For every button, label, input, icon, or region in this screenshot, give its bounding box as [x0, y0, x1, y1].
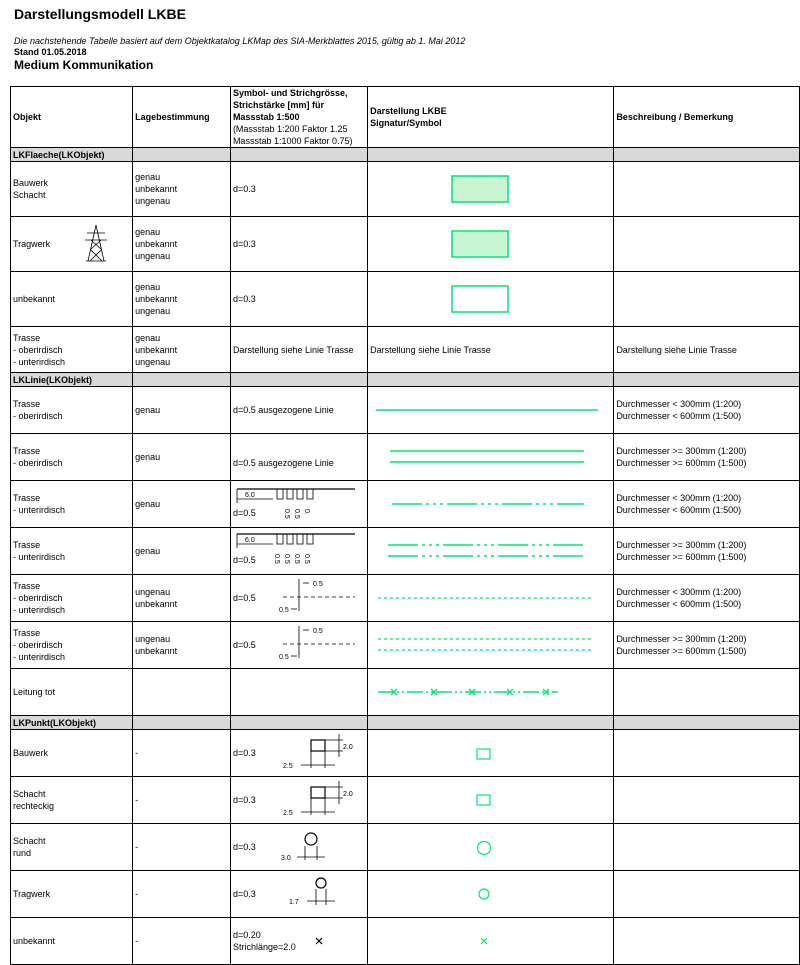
lage-cell: [133, 669, 231, 716]
solid-line-symbol: [368, 387, 612, 433]
table-row: [11, 162, 800, 217]
table-row: [11, 217, 800, 272]
dim-label: 0.5: [292, 509, 300, 519]
pylon-icon: [81, 223, 111, 263]
objekt-cell: Trasse - oberirdisch - unterirdisch: [11, 622, 133, 669]
signature-cell: [368, 575, 614, 622]
dim-label: 2.5: [282, 810, 293, 817]
objekt-cell: Trasse - oberirdisch: [11, 387, 133, 434]
table-row: [11, 272, 800, 327]
double-dotted-line-symbol: [368, 622, 612, 668]
dim-label: 6.0: [244, 537, 255, 544]
dotted-dimension-drawing: [231, 575, 367, 621]
header-objekt: Objekt: [11, 87, 133, 148]
dim-label: 0.5: [278, 607, 289, 614]
signature-cell: [368, 918, 614, 965]
beschreibung-cell: [614, 871, 800, 918]
lage-cell: -: [133, 871, 231, 918]
signature-cell: [368, 217, 614, 272]
signature-cell: [368, 777, 614, 824]
signature-cell: [368, 528, 614, 575]
lage-cell: ungenau unbekannt: [133, 575, 231, 622]
dim-label: 2.0: [342, 744, 353, 751]
table-row: [11, 387, 800, 434]
symbol-cell: d=0.20 Strichlänge=2.0: [230, 918, 367, 965]
lage-cell: genau unbekannt ungenau: [133, 327, 231, 373]
dash-dimension-drawing: [231, 481, 367, 527]
beschreibung-cell: Durchmesser < 300mm (1:200) Durchmesser < 600mm (1:500): [614, 575, 800, 622]
dotted-dimension-drawing: [231, 622, 367, 668]
cross-symbol: [368, 918, 612, 964]
objekt-cell: Schacht rund: [11, 824, 133, 871]
lage-cell: genau unbekannt ungenau: [133, 162, 231, 217]
beschreibung-cell: [614, 918, 800, 965]
beschreibung-cell: [614, 824, 800, 871]
model-table: [10, 86, 800, 965]
beschreibung-cell: [614, 162, 800, 217]
lage-cell: -: [133, 824, 231, 871]
signature-cell: [368, 871, 614, 918]
symbol-cell: [230, 669, 367, 716]
objekt-cell: Tragwerk: [11, 217, 133, 272]
section-flaeche: [11, 148, 800, 162]
dash-dot-line-symbol: [368, 481, 612, 527]
objekt-cell: Trasse - oberirdisch - unterirdisch: [11, 575, 133, 622]
beschreibung-cell: Durchmesser < 300mm (1:200) Durchmesser < 600mm (1:500): [614, 387, 800, 434]
beschreibung-cell: [614, 217, 800, 272]
double-dash-dot-line-symbol: [368, 528, 612, 574]
lage-cell: -: [133, 918, 231, 965]
signature-cell: [368, 162, 614, 217]
signature-cell: [368, 434, 614, 481]
symbol-cell: d=0.5 6.0 0.5 0.5 0.5 0.5: [230, 528, 367, 575]
objekt-cell: Trasse - oberirdisch - unterirdisch: [11, 327, 133, 373]
dim-label: 0.5: [292, 554, 300, 564]
symbol-cell: d=0.5 6.0 0.5 0.5 0.: [230, 481, 367, 528]
beschreibung-cell: Darstellung siehe Linie Trasse: [614, 327, 800, 373]
symbol-cell: d=0.3 1.7: [230, 871, 367, 918]
objekt-cell: Bauwerk: [11, 730, 133, 777]
subtitle: Die nachstehende Tabelle basiert auf dem Objektkatalog LKMap des SIA-Merkblattes 2015, gültig ab 1. Mai 2012: [14, 36, 466, 46]
signature-cell: [368, 669, 614, 716]
section-label: LKLinie(LKObjekt): [11, 373, 133, 387]
beschreibung-cell: Durchmesser < 300mm (1:200) Durchmesser < 600mm (1:500): [614, 481, 800, 528]
objekt-cell: Trasse - unterirdisch: [11, 528, 133, 575]
table-row: [11, 481, 800, 528]
table-row: [11, 327, 800, 373]
circle-dimension-drawing: [231, 871, 367, 917]
dim-label: 0.5: [302, 554, 310, 564]
table-row: [11, 575, 800, 622]
table-row: [11, 824, 800, 871]
filled-rect-symbol: [368, 217, 612, 271]
symbol-cell: d=0.5 0.5 0.5: [230, 575, 367, 622]
dim-label: 0.5: [312, 628, 323, 635]
dim-label: 1.7: [288, 899, 299, 906]
section-linie: [11, 373, 800, 387]
objekt-cell: Trasse - oberirdisch: [11, 434, 133, 481]
small-rect-symbol: [368, 777, 612, 823]
dim-label: 0.5: [312, 581, 323, 588]
table-row: [11, 730, 800, 777]
objekt-cell: Bauwerk Schacht: [11, 162, 133, 217]
symbol-cell: d=0.5 ausgezogene Linie: [230, 387, 367, 434]
objekt-cell: Trasse - unterirdisch: [11, 481, 133, 528]
lage-cell: genau: [133, 481, 231, 528]
empty-rect-symbol: [368, 272, 612, 326]
beschreibung-cell: [614, 669, 800, 716]
dim-label: 0.5: [282, 554, 290, 564]
signature-cell: [368, 730, 614, 777]
objekt-cell: unbekannt: [11, 272, 133, 327]
signature-cell: [368, 272, 614, 327]
small-rect-symbol: [368, 730, 612, 776]
table-row: [11, 434, 800, 481]
beschreibung-cell: [614, 272, 800, 327]
symbol-cell: d=0.3: [230, 272, 367, 327]
medium-label: Medium Kommunikation: [14, 58, 154, 72]
objekt-cell: unbekannt: [11, 918, 133, 965]
circle-symbol: [368, 871, 612, 917]
signature-cell: [368, 481, 614, 528]
signature-cell: Darstellung siehe Linie Trasse: [368, 327, 614, 373]
symbol-cell: d=0.3 3.0: [230, 824, 367, 871]
dim-label: 0.: [302, 509, 310, 515]
beschreibung-cell: Durchmesser >= 300mm (1:200) Durchmesser >= 600mm (1:500): [614, 622, 800, 669]
lage-cell: genau: [133, 387, 231, 434]
table-header-row: [11, 87, 800, 148]
table-row: [11, 669, 800, 716]
symbol-cell: d=0.5 0.5 0.5: [230, 622, 367, 669]
symbol-cell: Darstellung siehe Linie Trasse: [230, 327, 367, 373]
header-symbol: Symbol- und Strichgrösse, Strichstärke [mm] für Massstab 1:500 (Massstab 1:200 Faktor 1.25 Massstab 1:1000 Faktor 0.75): [230, 87, 367, 148]
dim-label: 0.5: [272, 554, 280, 564]
circle-symbol: [368, 824, 612, 870]
stand-date: Stand 01.05.2018: [14, 47, 87, 57]
dash-dimension-drawing: [231, 528, 367, 574]
objekt-cell: Leitung tot: [11, 669, 133, 716]
dim-label: 2.0: [342, 791, 353, 798]
dim-label: 3.0: [280, 855, 291, 862]
table-row: [11, 918, 800, 965]
section-punkt: [11, 716, 800, 730]
beschreibung-cell: [614, 730, 800, 777]
symbol-cell: d=0.3: [230, 217, 367, 272]
page-title: Darstellungsmodell LKBE: [14, 6, 186, 22]
signature-cell: [368, 824, 614, 871]
dim-label: 6.0: [244, 492, 255, 499]
section-label: LKFlaeche(LKObjekt): [11, 148, 133, 162]
cross-icon: [313, 935, 325, 947]
signature-cell: [368, 387, 614, 434]
header-beschreibung: Beschreibung / Bemerkung: [614, 87, 800, 148]
dotted-line-symbol: [368, 575, 612, 621]
beschreibung-cell: Durchmesser >= 300mm (1:200) Durchmesser >= 600mm (1:500): [614, 528, 800, 575]
table-row: [11, 622, 800, 669]
rect-dimension-drawing: [231, 730, 367, 776]
dim-label: 2.5: [282, 763, 293, 770]
table-row: [11, 871, 800, 918]
lage-cell: genau unbekannt ungenau: [133, 272, 231, 327]
lage-cell: genau: [133, 528, 231, 575]
dim-label: 0.5: [278, 654, 289, 661]
rect-dimension-drawing: [231, 777, 367, 823]
objekt-cell: Tragwerk: [11, 871, 133, 918]
signature-cell: [368, 622, 614, 669]
symbol-cell: d=0.5 ausgezogene Linie: [230, 434, 367, 481]
table-row: [11, 528, 800, 575]
dead-line-symbol: [368, 669, 612, 715]
double-line-symbol: [368, 434, 612, 480]
beschreibung-cell: [614, 777, 800, 824]
lage-cell: ungenau unbekannt: [133, 622, 231, 669]
dim-label: 0.5: [282, 509, 290, 519]
header-darstellung: Darstellung LKBE Signatur/Symbol: [368, 87, 614, 148]
symbol-cell: d=0.3 2.0 2.5: [230, 777, 367, 824]
table-row: [11, 777, 800, 824]
section-label: LKPunkt(LKObjekt): [11, 716, 133, 730]
lage-cell: -: [133, 777, 231, 824]
objekt-cell: Schacht rechteckig: [11, 777, 133, 824]
lage-cell: genau: [133, 434, 231, 481]
lage-cell: genau unbekannt ungenau: [133, 217, 231, 272]
symbol-cell: d=0.3: [230, 162, 367, 217]
header-lage: Lagebestimmung: [133, 87, 231, 148]
filled-rect-symbol: [368, 162, 612, 216]
lage-cell: -: [133, 730, 231, 777]
symbol-cell: d=0.3 2.0 2.5: [230, 730, 367, 777]
circle-dimension-drawing: [231, 824, 367, 870]
beschreibung-cell: Durchmesser >= 300mm (1:200) Durchmesser >= 600mm (1:500): [614, 434, 800, 481]
